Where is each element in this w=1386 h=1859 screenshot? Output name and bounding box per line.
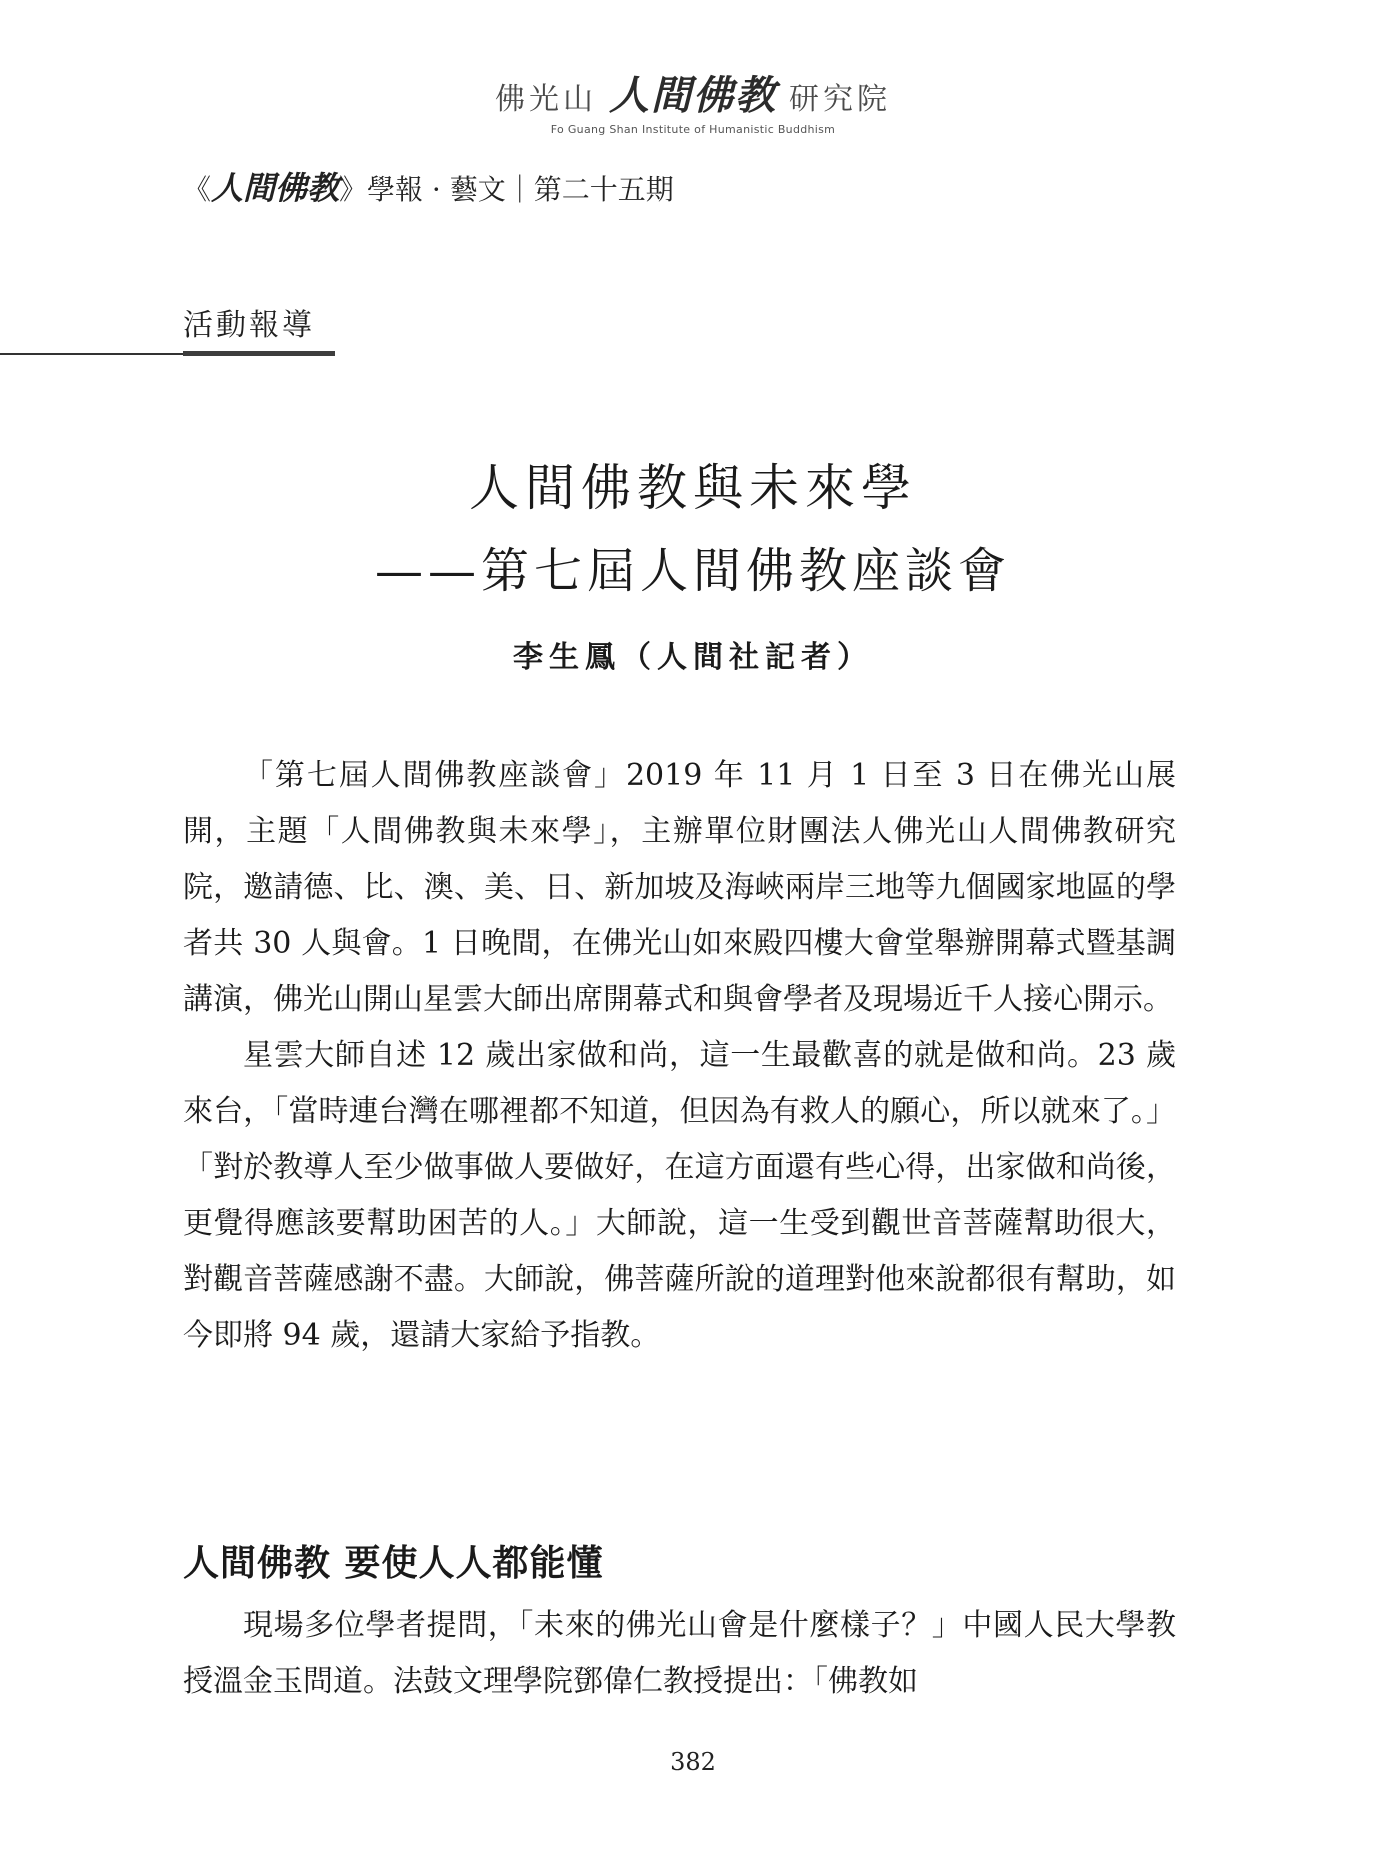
journal-issue: 》學報 · 藝文｜第二十五期: [339, 173, 674, 206]
section-label: 活動報導: [183, 308, 315, 343]
institute-header: [0, 64, 1386, 136]
institute-english-name: Fo Guang Shan Institute of Humanistic Buddhism: [550, 123, 836, 136]
article-subtitle: ——第七屆人間佛教座談會: [374, 543, 1011, 599]
institute-prefix: 佛光山: [495, 82, 597, 117]
section-heading: 人間佛教 要使人人都能懂: [183, 1543, 604, 1584]
institute-name: [495, 64, 891, 121]
article-title: 人間佛教與未來學: [469, 459, 917, 517]
journal-brand: 人間佛教: [211, 169, 340, 207]
journal-open-bracket: 《: [183, 173, 212, 206]
page-number: 382: [670, 1748, 716, 1776]
paragraph: 「第七屆人間佛教座談會」2019 年 11 月 1 日至 3 日在佛光山展開，主題「人間佛教與未來學」，主辦單位財團法人佛光山人間佛教研究院，邀請德、比、澳、美、日、新加坡及海峽兩岸三地等九個國家地區的學者共 30 人與會。1 日晚間，在佛光山如來殿四樓大會堂舉辦開幕式暨基調講演，佛光山開山星雲大師出席開幕式和與會學者及現場近千人接心開示。: [183, 758, 1176, 1017]
journal-running-head: [183, 163, 674, 209]
paragraph: 星雲大師自述 12 歲出家做和尚，這一生最歡喜的就是做和尚。23 歲來台，「當時連台灣在哪裡都不知道，但因為有救人的願心，所以就來了。」「對於教導人至少做事做人要做好，在這方面還有些心得，出家做和尚後，更覺得應該要幫助困苦的人。」大師說，這一生受到觀世音菩薩幫助很大，對觀音菩薩感謝不盡。大師說，佛菩薩所說的道理對他來說都很有幫助，如今即將 94 歲，還請大家給予指教。: [183, 1038, 1176, 1353]
article-body-continued: [183, 1598, 1176, 1710]
paragraph: 現場多位學者提問，「未來的佛光山會是什麼樣子？」中國人民大學教授溫金玉問道。法鼓文理學院鄧偉仁教授提出：「佛教如: [183, 1608, 1176, 1699]
article-body: [183, 748, 1176, 1364]
article-author: 李生鳳（人間社記者）: [513, 640, 873, 675]
section-rule-accent: [183, 351, 335, 356]
institute-brand: 人間佛教: [609, 72, 777, 119]
institute-suffix: 研究院: [789, 82, 891, 117]
